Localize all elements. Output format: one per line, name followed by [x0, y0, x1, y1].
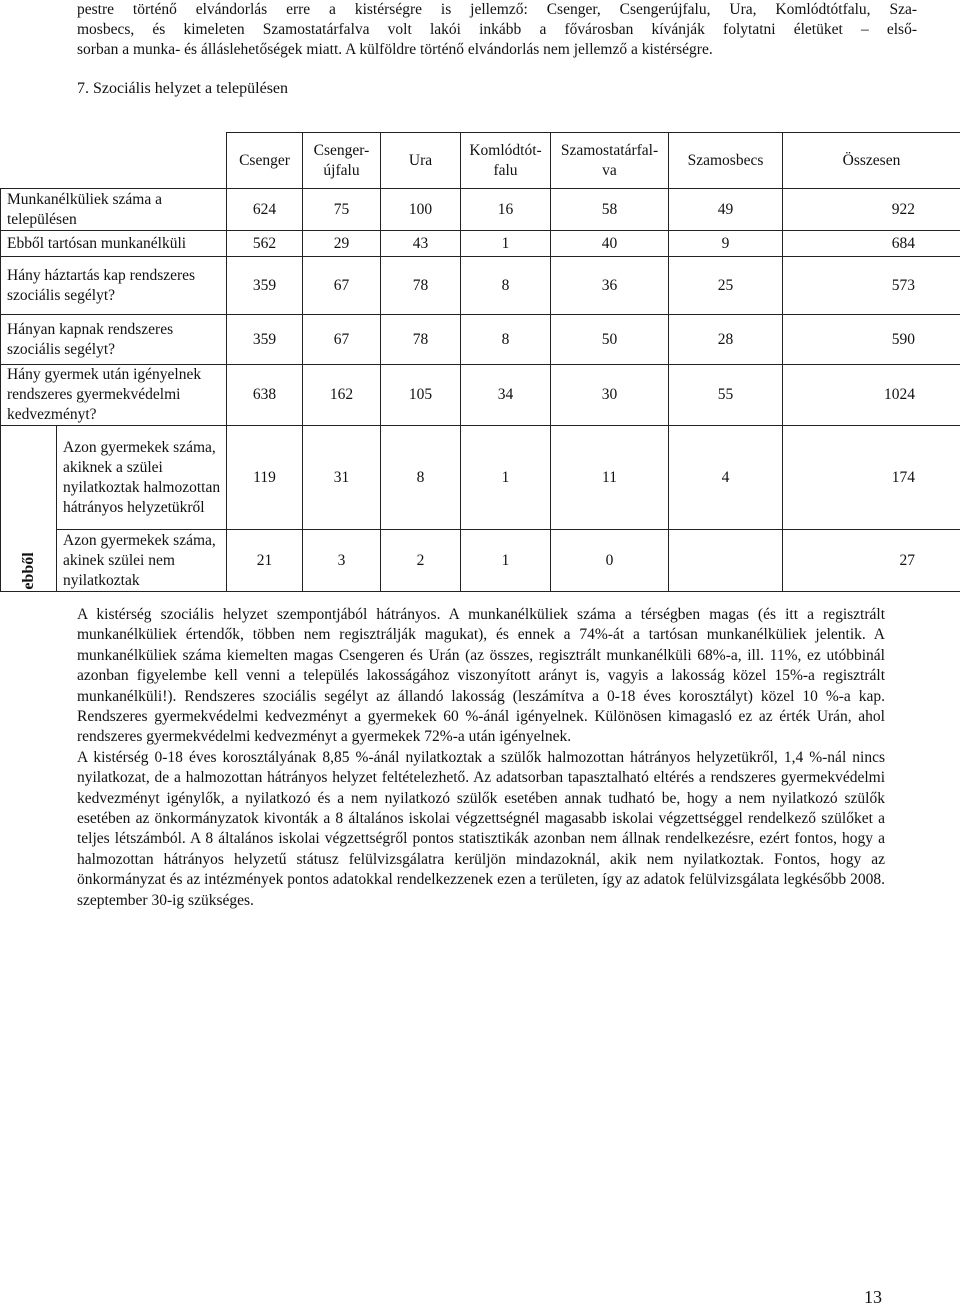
table-cell: 684 — [783, 231, 960, 257]
column-header: Csenger- újfalu — [303, 133, 381, 189]
table-cell: 119 — [227, 426, 303, 530]
column-header: Komlódtót- falu — [461, 133, 551, 189]
table-cell: 0 — [551, 530, 669, 592]
table-cell: 43 — [381, 231, 461, 257]
table-cell: 49 — [669, 189, 783, 231]
table-cell: 638 — [227, 365, 303, 426]
intro-paragraph — [77, 0, 917, 60]
row-label: Ebből tartósan munkanélküli — [1, 231, 227, 257]
table-cell: 11 — [551, 426, 669, 530]
table-row — [1, 189, 960, 231]
column-header: Ura — [381, 133, 461, 189]
table-cell: 55 — [669, 365, 783, 426]
table-cell: 9 — [669, 231, 783, 257]
table-cell: 67 — [303, 257, 381, 315]
table-cell: 78 — [381, 315, 461, 365]
table-cell: 28 — [669, 315, 783, 365]
table-row — [1, 530, 960, 592]
table-cell: 162 — [303, 365, 381, 426]
table-cell: 34 — [461, 365, 551, 426]
table-cell: 1 — [461, 426, 551, 530]
row-label: Hányan kapnak rendszeres szociális segélyt? — [1, 315, 227, 365]
column-header: Összesen — [783, 133, 960, 189]
intro-line: mosbecs, és kimeleten Szamostatárfalva volt lakói inkább a fővárosban kívánják folytatni életüket – első- — [77, 20, 917, 40]
table-cell: 78 — [381, 257, 461, 315]
table-cell: 1 — [461, 530, 551, 592]
table-cell: 562 — [227, 231, 303, 257]
table-corner-cell — [1, 133, 227, 189]
intro-line: sorban a munka- és álláslehetőségek miatt. A külföldre történő elvándorlás nem jellemző a kistérségre. — [77, 40, 917, 60]
section-title: 7. Szociális helyzet a településen — [77, 80, 288, 98]
table-cell: 31 — [303, 426, 381, 530]
page-number: 13 — [864, 1287, 882, 1308]
table-header-row — [1, 133, 960, 189]
table-cell: 50 — [551, 315, 669, 365]
social-situation-table — [0, 132, 960, 592]
table-cell: 40 — [551, 231, 669, 257]
table-cell: 359 — [227, 257, 303, 315]
intro-line: pestre történő elvándorlás erre a kistérségre is jellemző: Csenger, Csengerújfalu, Ura, Komlódtótfalu, Sza- — [77, 0, 917, 20]
table-cell: 573 — [783, 257, 960, 315]
table-cell: 16 — [461, 189, 551, 231]
table-cell: 1 — [461, 231, 551, 257]
table-row — [1, 315, 960, 365]
body-paragraph: A kistérség 0-18 éves korosztályának 8,85 %-ánál nyilatkoztak a szülők halmozottan hátrányos helyzetükről, 1,4 %-nál nincs nyilatkozat, de a halmozottan hátrányos helyzet feltételezhető. Az adatsorban tapasztalható eltérés a rendszeres gyermekvédelmi kedvezményt igénylők, a nyilatkozó és a nem nyilatkozó szülők esetében annak tudható be, hogy a nem nyilatkozó szülők esetében az önkormányzatok kivonták a 8 általános iskolai végzettségnél magasabb iskolai végzettséggel rendelkező szülőket a teljes létszámból. A 8 általános iskolai végzettségről pontos statisztikák azonban nem állnak rendelkezésre, ezért fontos, hogy a halmozottan hátrányos helyzetű státusz felülvizsgálatra kerüljön mindazoknál, akik nem nyilatkoztak. Fontos, hogy az önkormányzat és az intézmények pontos adatokkal rendelkezzenek ezen a területen, így az adatok felülvizsgálata legkésőbb 2008. szeptember 30-ig szükséges. — [77, 748, 885, 911]
table-cell: 359 — [227, 315, 303, 365]
row-label: Azon gyermekek száma, akinek szülei nem nyilatkoztak — [57, 530, 227, 592]
row-label: Munkanélküliek száma a településen — [1, 189, 227, 231]
table-cell: 3 — [303, 530, 381, 592]
table-cell: 58 — [551, 189, 669, 231]
table-cell: 8 — [381, 426, 461, 530]
row-label: Azon gyermekek száma, akiknek a szülei nyilatkoztak halmozottan hátrányos helyzetükről — [57, 426, 227, 530]
table-row — [1, 426, 960, 530]
table-cell: 29 — [303, 231, 381, 257]
table-cell: 105 — [381, 365, 461, 426]
table-row — [1, 365, 960, 426]
ebbol-group-cell — [1, 426, 57, 592]
column-header: Csenger — [227, 133, 303, 189]
row-label: Hány háztartás kap rendszeres szociális segélyt? — [1, 257, 227, 315]
row-label: Hány gyermek után igényelnek rendszeres gyermekvédelmi kedvezményt? — [1, 365, 227, 426]
column-header: Szamosbecs — [669, 133, 783, 189]
table-cell: 4 — [669, 426, 783, 530]
table-cell: 8 — [461, 315, 551, 365]
column-header: Szamostatárfal- va — [551, 133, 669, 189]
table-cell: 67 — [303, 315, 381, 365]
table-cell: 75 — [303, 189, 381, 231]
body-paragraph: A kistérség szociális helyzet szempontjából hátrányos. A munkanélküliek száma a térségben magas (és itt a regisztrált munkanélküliek értendők, többen nem regisztrálják magukat), és ennek a 74%-át a tartósan munkanélküliek jelentik. A munkanélküliek száma kiemelten magas Csengeren és Urán (az összes, regisztrált munkanélküli 68%-a, ill. 11%, ez utóbbinál azonban figyelembe kell venni a település lakosságához viszonyított arányt is, vagyis a lakosság közel 15%-a regisztrált munkanélküli!). Rendszeres szociális segélyt az állandó lakosság (leszámítva a 0-18 éves korosztályt) közel 10 %-a kap. Rendszeres gyermekvédelmi kedvezményt a gyermekek 60 %-ánál igényelnek. Különösen kimagasló ez az érték Urán, ahol rendszeres gyermekvédelmi kedvezményt a gyermekek 72%-a után igényelnek. — [77, 605, 885, 748]
table-row — [1, 231, 960, 257]
table-cell: 25 — [669, 257, 783, 315]
table-cell: 624 — [227, 189, 303, 231]
table-cell: 21 — [227, 530, 303, 592]
table-cell: 36 — [551, 257, 669, 315]
table-cell: 590 — [783, 315, 960, 365]
body-text — [77, 605, 885, 911]
table-cell: 2 — [381, 530, 461, 592]
table-row — [1, 257, 960, 315]
ebbol-label: ebből — [19, 552, 39, 589]
table-cell: 1024 — [783, 365, 960, 426]
table-cell: 922 — [783, 189, 960, 231]
table-cell: 100 — [381, 189, 461, 231]
table-cell: 27 — [783, 530, 960, 592]
table-cell: 8 — [461, 257, 551, 315]
table-cell: 30 — [551, 365, 669, 426]
table-cell: 174 — [783, 426, 960, 530]
table-cell — [669, 530, 783, 592]
